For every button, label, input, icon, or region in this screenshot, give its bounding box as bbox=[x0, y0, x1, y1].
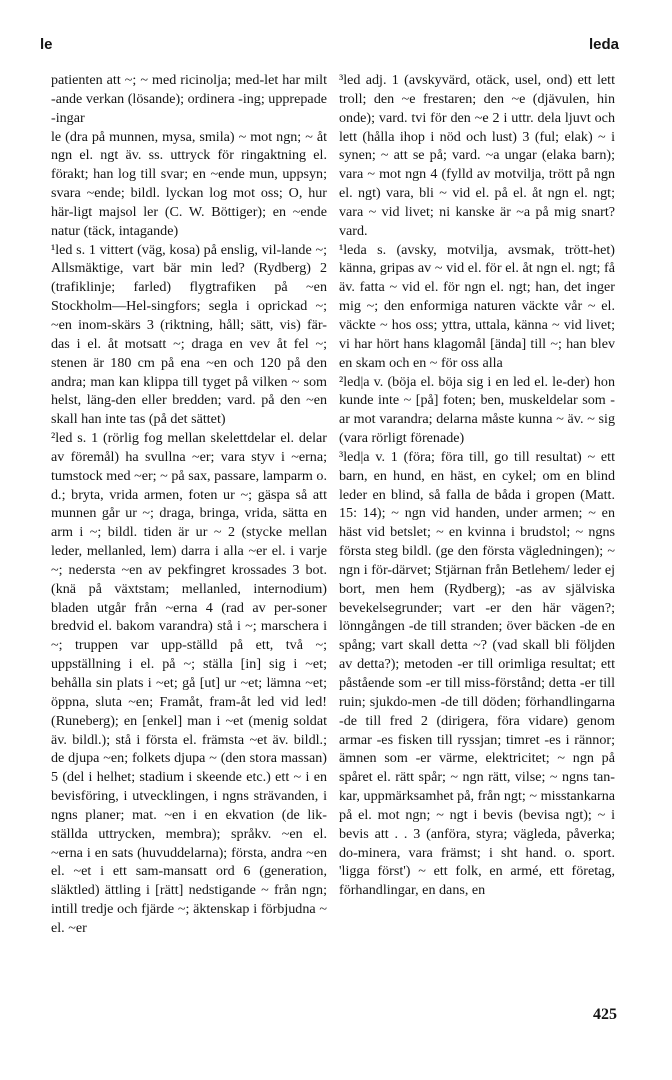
entry-led-1: ¹led s. 1 vittert (väg, kosa) på enslig, vil-lande ~; Allsmäktige, vart bär min led? (Rydberg) 2 (trafiklinje; farled) flygtrafiken på ~en Stockholm—Hel-singfors; segla i oprickad ~; ~en inom-skärs 3 (riktning, håll; sätt, vis) fär-das i el. åt motsatt ~; draga en vev åt fel ~; stenen är 180 cm på ena ~en och 120 på den andra; man kan klippa till tyget på vilken ~ som helst, läng-den eller bredden; vard. på den ~en skall han inte tas (på det sättet) bbox=[51, 241, 327, 428]
running-head-right: leda bbox=[588, 36, 619, 53]
entry-led-2: ²led s. 1 (rörlig fog mellan skelettdelar el. delar av föremål) ha svullna ~er; vara styv i ~erna; tumstock med ~er; ~ på sax, passare, lamparm o. d.; bryta, vrida armen, foten ur ~; gäspa så att munnen går ur ~; draga, bringa, vrida, sätta en arm i ~; bildl. tiden är ur ~ 2 (stycke mellan leder, mellanled, lem) darra i alla ~er el. i varje ~; nedersta ~en av pekfingret krossades 3 bot. (knä på växtstam; mellanled, internodium) bladen utgår från ~erna 4 (rad av per-soner bredvid el. bakom varandra) stå i ~; marschera i ~; truppen var upp-ställd på ett, två ~; uppställning i el. på ~; ställa [in] sig i ~et; behålla sin plats i ~et; gå [ut] ur ~et; lämna ~et; öppna, sluta ~en; Framåt, fram-åt led vid led! (Runeberg); en [enkel] man i ~et (menig soldat äv. bildl.); stå i första el. främsta ~et äv. bildl.; de djupa ~en; folkets djupa ~ (den stora massan) 5 (del i helhet; stadium i skeende etc.) ett ~ i en bevisföring, i utvecklingen, i ngns strävanden, i ngns planer; mat. ~en i en ekvation (de lik-ställda uttrycken, membra); språkv. ~en el. ~erna i en sats (huvuddelarna); första, andra ~en el. ~et i ett sam-mansatt ord 6 (generation, släktled) ättling i [rätt] nedstigande ~ från ngn; intill tredje och fjärde ~; äktenskap i förbjudna ~ el. ~er bbox=[51, 430, 327, 936]
entry-leda-noun: ¹leda s. (avsky, motvilja, avsmak, trött-het) känna, gripas av ~ vid el. för el. åt ngn el. ngt; få äv. fatta ~ vid el. för ngn el. ngt; han, det inger mig ~; den enformiga naturen väckte vår ~ el. väckte ~ hos oss; yttra, uttala, känna ~ vid livet; vi har hört hans klagomål [ända] till ~; han blev en skam och en ~ för oss alla bbox=[339, 241, 615, 371]
entry-le: le (dra på munnen, mysa, smila) ~ mot ngn; ~ åt ngn el. ngt äv. ss. uttryck för ringaktning el. förakt; han log till svar; en ~ende mun, uppsyn; svara ~ende; bildl. lyckan log mot oss; O, hur här-ligt majsol ler (C. W. Böttiger); en ~ende natur (täck, intagande) bbox=[51, 128, 327, 239]
left-column bbox=[51, 71, 327, 938]
running-head-left: le bbox=[40, 36, 53, 53]
right-column bbox=[339, 71, 615, 900]
entry-leda-verb-3: ³led|a v. 1 (föra; föra till, go till resultat) ~ ett barn, en hund, en häst, en cykel; om en blind leder en blind, så falla de båda i gropen (Matt. 15: 14); ~ ngn vid handen, under armen; ~ en häst vid betslet; ~ en kvinna i brudstol; ~ ngns första steg bildl. (ge den första vägledningen); ~ ngn i för-därvet; Stjärnan från Betlehem/ leder ej bort, men hem (Rydberg); -as av själviska bevekelsegrunder; vart -er den här vägen?; lönngången -de till stranden; över bäcken -de en spång; vart skall detta ~? (vad skall bli följden av detta?); metoden -er till orimliga resultat; ett påstående som -er till miss-förstånd; detta -er till ruin; sjukdo-men -de till döden; förhandlingarna -de till fred 2 (dirigera, föra vidare) genom armar -es fisken till ryssjan; timret -es i rännor; ämnen som -er värme, elektricitet; ~ ngn på spåret el. rätt spår; ~ ngn rätt, vilse; ~ ngns tan-kar, uppmärksamhet på, från ngt; ~ misstankarna på el. mot ngn; ~ ngt i bevis (bevisa ngt); ~ i bevis att . . 3 (anföra, styra; vägleda, påverka; do-minera, vara främst; i sht hand. o. sport. 'ligga först') ~ ett folk, en armé, ett företag, förhandlingar, en dans, en bbox=[339, 448, 615, 899]
entry-paragraph: patienten att ~; ~ med ricinolja; med-let har milt -ande verkan (lösande); ordinera -ing; upprepade -ingar bbox=[51, 72, 327, 126]
entry-led-adj: ³led adj. 1 (avskyvärd, otäck, usel, ond) ett lett troll; den ~e frestaren; den ~e (djävulen, hin onde); vard. tvi för den ~e 2 i uttr. dela ljuvt och lett (hålla ihop i nöd och lust) 3 (ful; elak) ~ i synen; ~ att se på; vard. ~a ungar (elaka barn); vara ~ mot ngn 4 (fylld av motvilja, trött på ngn el. ngt) vara, bli ~ vid el. på el. åt ngn el. ngt; vara ~ vid livet; ni kanske är ~a på mig snart? vard. bbox=[339, 72, 615, 239]
entry-leda-verb-2: ²led|a v. (böja el. böja sig i en led el. le-der) hon kunde inte ~ [på] foten; ben, muskeldelar som -ar mot varandra; delarna måste kunna ~ äv. ~ sig (vara rörligt förenade) bbox=[339, 373, 615, 447]
page-number: 425 bbox=[593, 1006, 617, 1023]
